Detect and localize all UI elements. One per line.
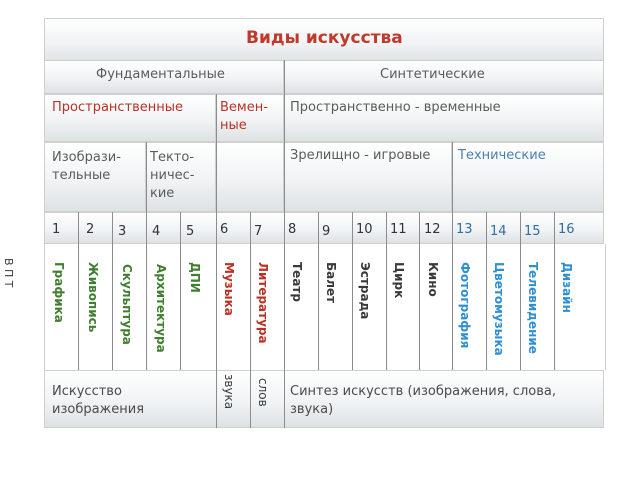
column-number: 2 [86,222,95,237]
art-label: Графика [52,262,66,323]
column-number: 15 [524,224,541,239]
divider [112,212,113,370]
spectacle-header: Зрелищно - игровые [290,148,431,163]
synthesis-label-line2: звука) [290,402,334,417]
word-art-label: слов [256,378,270,407]
tectonic-header-line1: Текто- [150,150,195,165]
divider [284,60,285,428]
divider [216,94,217,428]
column-number: 8 [288,222,297,237]
column-number: 6 [220,222,229,237]
column-number: 12 [424,222,441,237]
column-number: 10 [356,222,373,237]
art-label: Дизайн [560,262,574,313]
divider [520,212,521,370]
divider [180,212,181,370]
divider [250,212,251,428]
divider [386,212,387,370]
column-number: 4 [152,224,161,239]
stray-letters: В П Т [2,258,15,288]
art-label: Скульптура [120,264,134,345]
column-number: 16 [558,222,575,237]
divider [419,212,420,370]
bottom-band [44,370,604,428]
divider [486,212,487,370]
visual-header-line1: Изобрази- [52,150,121,165]
page-title: Виды искусства [246,28,403,48]
art-label: Эстрада [358,262,372,320]
art-label: Балет [324,262,338,304]
column-number: 3 [118,224,127,239]
art-label: Цирк [392,262,406,299]
visual-header-line2: тельные [52,168,111,183]
divider [452,142,453,370]
art-label: Кино [426,262,440,297]
column-number: 1 [52,222,61,237]
art-label: Фотография [458,262,472,349]
divider [554,212,555,370]
column-number: 7 [254,224,263,239]
art-label: Телевидение [526,262,540,354]
art-label: Архитектура [154,264,168,353]
column-number: 5 [186,224,195,239]
sound-art-label: звука [222,374,236,410]
art-label: Цветомузыка [492,262,506,356]
synthesis-label-line1: Синтез искусств (изображения, слова, [290,384,556,399]
technical-header: Технические [458,148,546,163]
temporal-sub-band [216,142,284,212]
spatial-header: Пространственные [52,100,184,115]
fundamental-header: Фундаментальные [96,67,225,82]
column-number: 9 [322,224,331,239]
divider [78,212,79,370]
art-label: Живопись [86,262,100,333]
art-label: Музыка [222,262,236,316]
art-label: ДПИ [188,262,202,293]
tectonic-header-line3: кие [150,186,175,201]
column-number: 13 [456,222,473,237]
divider [146,142,147,370]
column-number: 11 [390,222,407,237]
visual-art-label-line2: изображения [52,402,145,417]
visual-art-label-line1: Искусство [52,384,122,399]
tectonic-header-line2: ничес- [150,168,195,183]
synthetic-header: Синтетические [380,67,485,82]
temporal-header-line1: Вемен- [220,100,268,115]
spatial-temporal-header: Пространственно - временные [290,100,501,115]
temporal-header-line2: ные [220,118,247,133]
art-label: Литература [256,262,270,344]
divider [318,212,319,370]
divider [352,212,353,370]
art-label: Театр [290,262,304,302]
column-number: 14 [490,224,507,239]
